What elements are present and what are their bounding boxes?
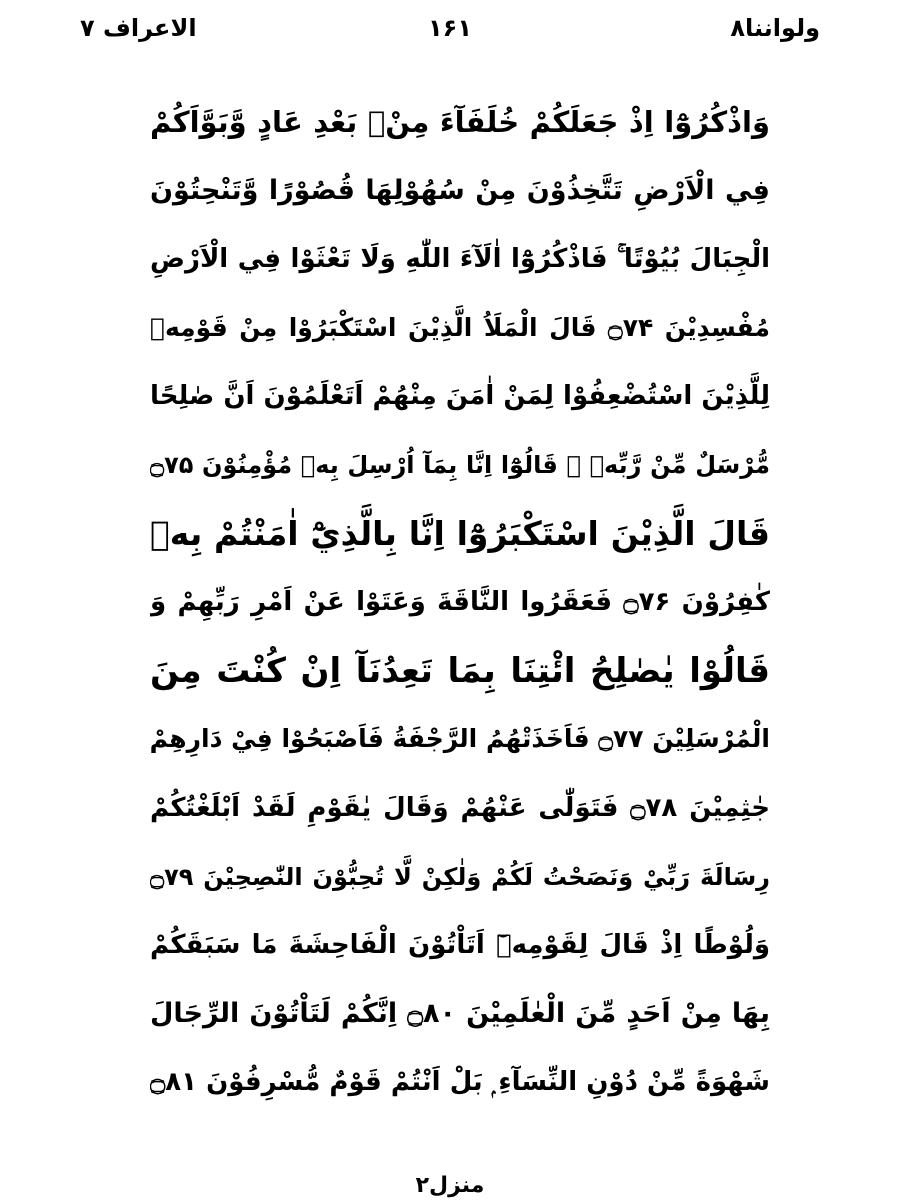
verse-line-3: الْجِبَالَ بُيُوْتًا ۚ فَاذْكُرُوْٓا اٰلَآءَ اللّٰهِ وَلَا تَعْثَوْا فِي الْاَرْضِ (150, 244, 770, 275)
verse-text-block (150, 88, 770, 1118)
verse-line-2: فِي الْاَرْضِ تَتَّخِذُوْنَ مِنْ سُهُوْلِهَا قُصُوْرًا وَّتَنْحِتُوْنَ (150, 174, 770, 206)
verse-line-1: وَاذْكُرُوْٓا اِذْ جَعَلَكُمْ خُلَفَآءَ مِنْۢ بَعْدِ عَادٍ وَّبَوَّاَكُمْ (150, 105, 770, 139)
verse-line-8: كٰفِرُوْنَ ۝۷۶ فَعَقَرُوا النَّاقَةَ وَعَتَوْا عَنْ اَمْرِ رَبِّهِمْ وَ (150, 587, 770, 618)
verse-line-5: لِلَّذِيْنَ اسْتُضْعِفُوْا لِمَنْ اٰمَنَ مِنْهُمْ اَتَعْلَمُوْنَ اَنَّ صٰلِحًا (150, 381, 770, 412)
verse-line-14: بِهَا مِنْ اَحَدٍ مِّنَ الْعٰلَمِيْنَ ۝۸۰ اِنَّكُمْ لَتَاْتُوْنَ الرِّجَالَ (150, 997, 770, 1029)
verse-line-15: شَهْوَةً مِّنْ دُوْنِ النِّسَآءِ ۭ بَلْ اَنْتُمْ قَوْمٌ مُّسْرِفُوْنَ ۝۸۱ (150, 1067, 770, 1098)
verse-line-7: قَالَ الَّذِيْنَ اسْتَكْبَرُوْٓا اِنَّا بِالَّذِيْٓ اٰمَنْتُمْ بِهٖ (150, 513, 770, 553)
juz-name: ولواننا۸ (730, 14, 820, 42)
verse-line-10: الْمُرْسَلِيْنَ ۝۷۷ فَاَخَذَتْهُمُ الرَّجْفَةُ فَاَصْبَحُوْا فِيْ دَارِهِمْ (150, 724, 770, 754)
page-number: ۱۶۱ (428, 14, 472, 42)
verse-line-11: جٰثِمِيْنَ ۝۷۸ فَتَوَلّٰى عَنْهُمْ وَقَالَ يٰقَوْمِ لَقَدْ اَبْلَغْتُكُمْ (150, 792, 770, 823)
verse-line-6: مُّرْسَلٌ مِّنْ رَّبِّهٖ ۭ قَالُوْٓا اِنَّا بِمَآ اُرْسِلَ بِهٖ مُؤْمِنُوْنَ ۝۷۵ (150, 450, 770, 479)
verse-line-4: مُفْسِدِيْنَ ۝۷۴ قَالَ الْمَلَاُ الَّذِيْنَ اسْتَكْبَرُوْا مِنْ قَوْمِهٖ (150, 312, 770, 342)
verse-line-9: قَالُوْا يٰصٰلِحُ ائْتِنَا بِمَا تَعِدُنَآ اِنْ كُنْتَ مِنَ (150, 650, 770, 691)
surah-name: الاعراف ۷ (80, 14, 197, 42)
verse-line-12: رِسَالَةَ رَبِّيْ وَنَصَحْتُ لَكُمْ وَلٰكِنْ لَّا تُحِبُّوْنَ النّٰصِحِيْنَ ۝۷۹ (150, 862, 770, 891)
page-header (80, 6, 820, 50)
verse-line-13: وَلُوْطًا اِذْ قَالَ لِقَوْمِهٖٓ اَتَاْتُوْنَ الْفَاحِشَةَ مَا سَبَقَكُمْ (150, 930, 770, 961)
manzil-footer: منزل۲ (415, 1173, 485, 1198)
